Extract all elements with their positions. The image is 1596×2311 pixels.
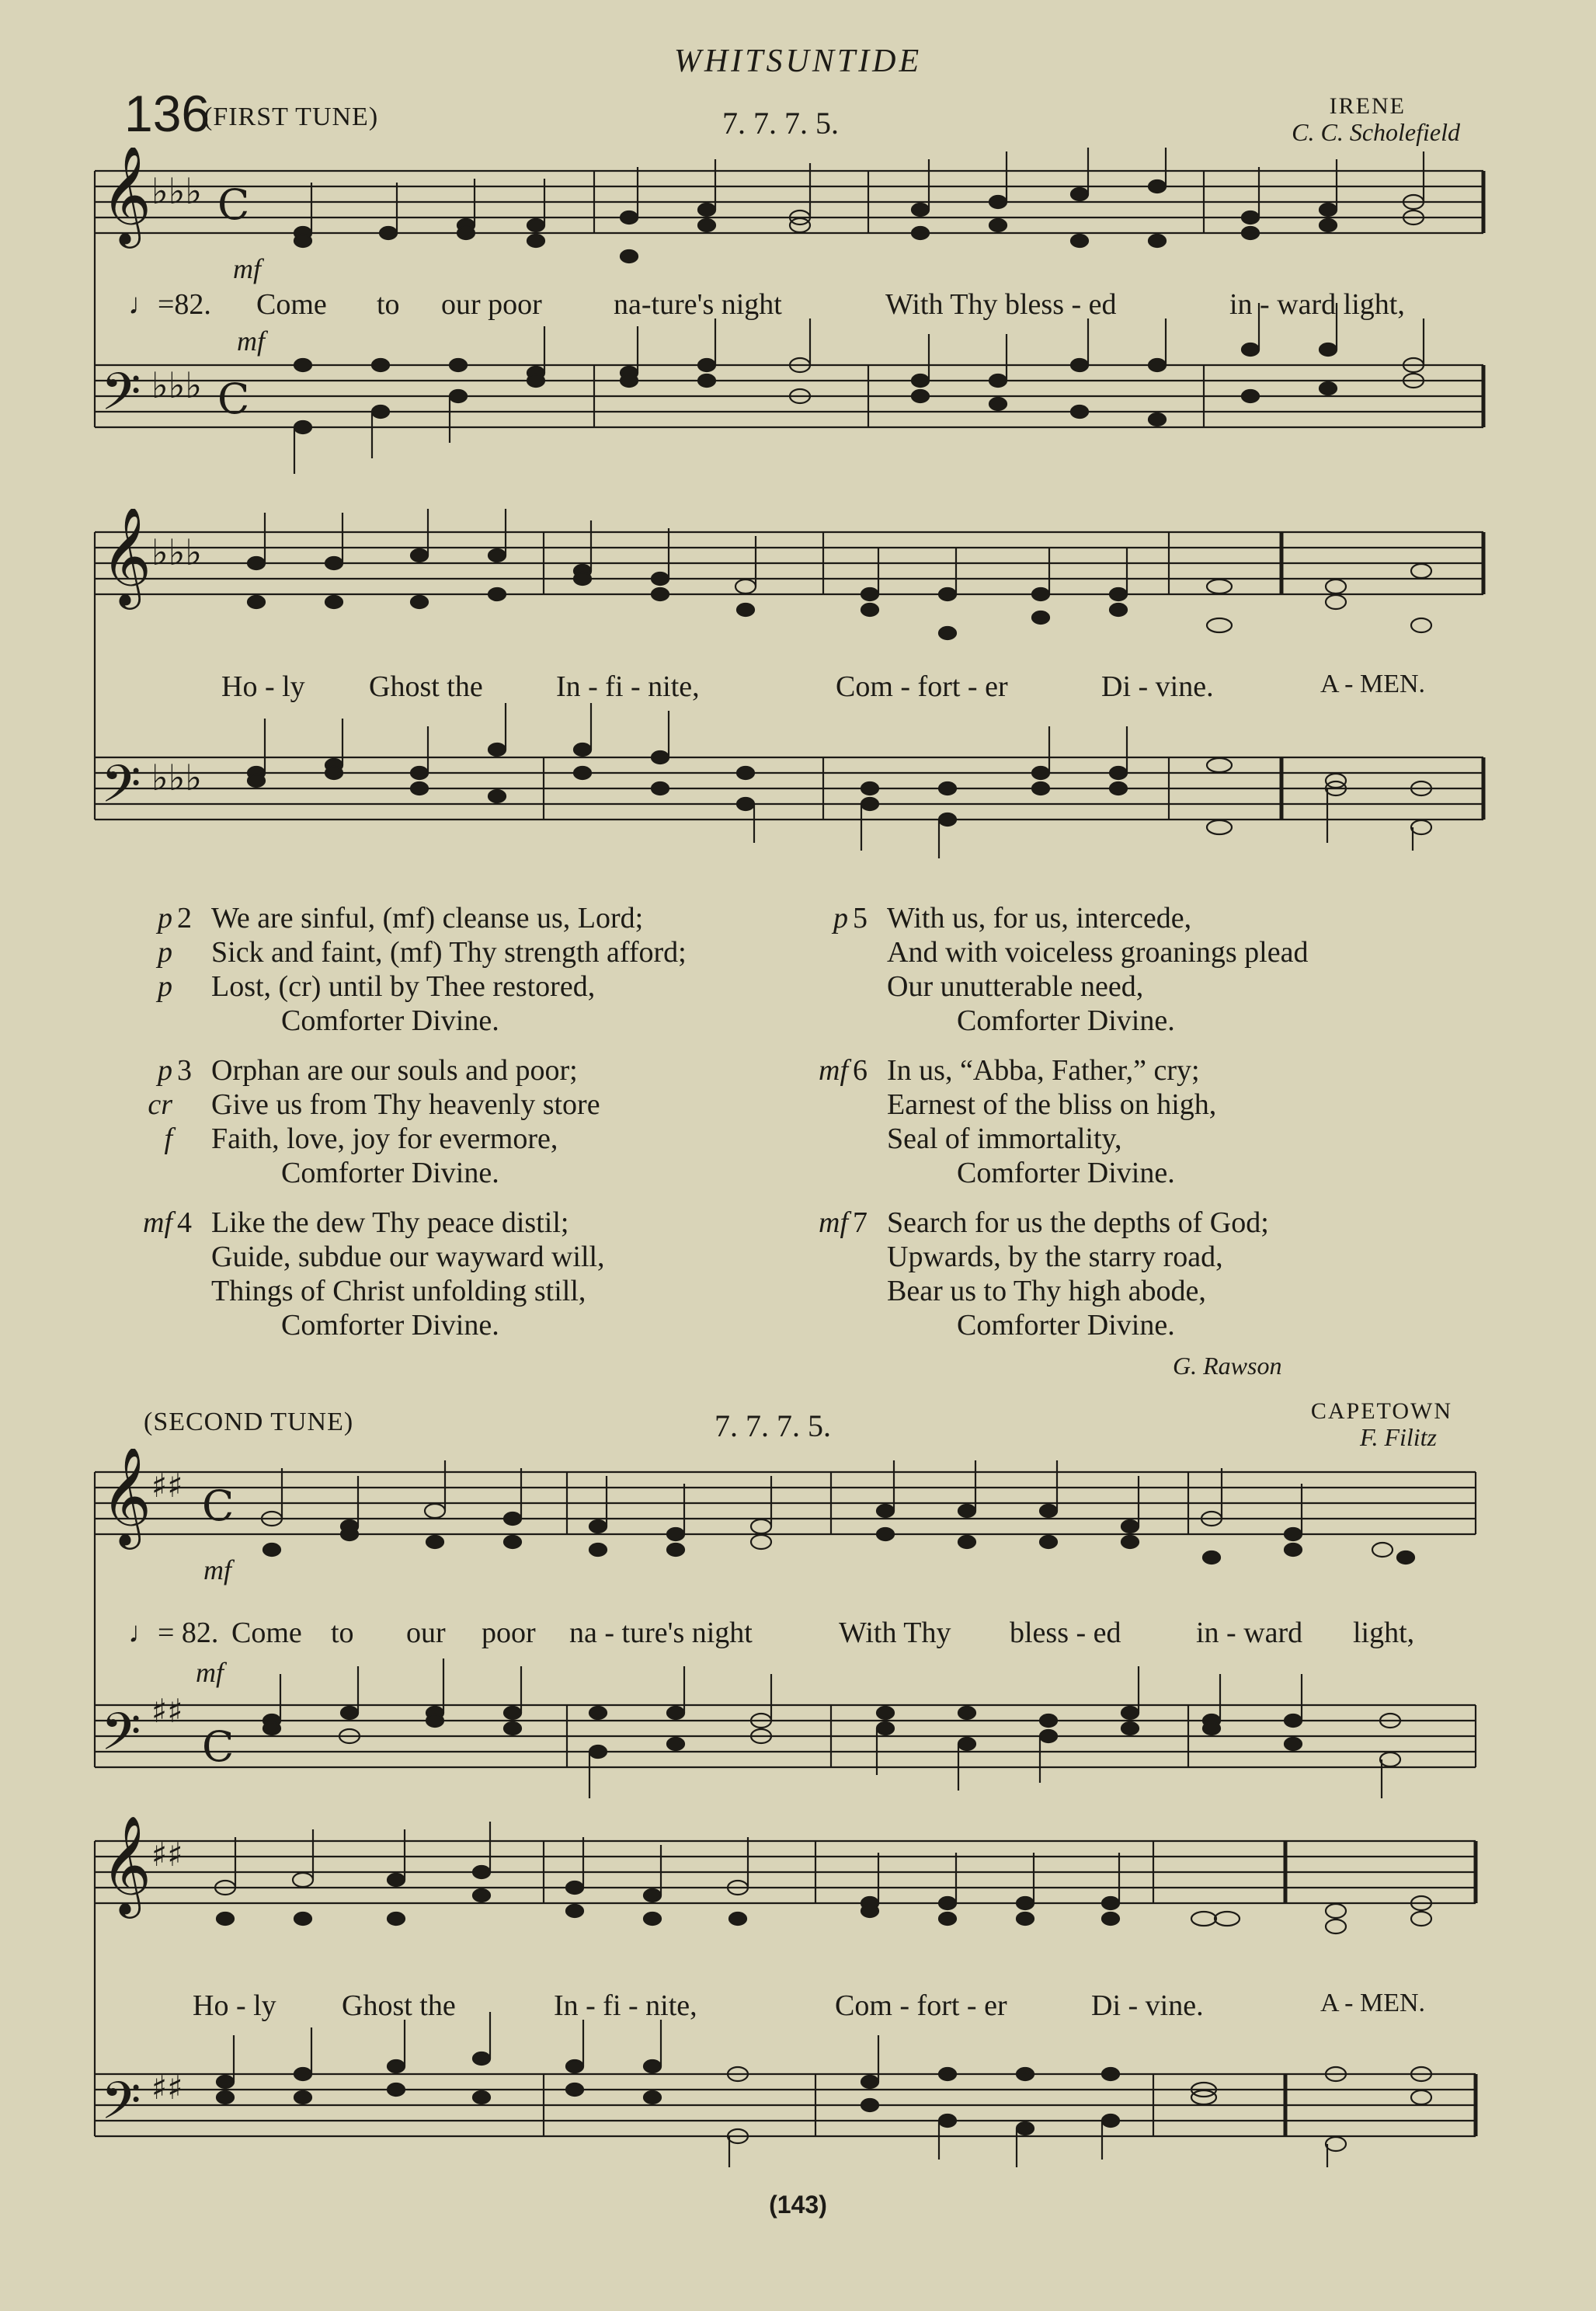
verse-number: 5 [853, 902, 868, 934]
second-tune-meter: 7. 7. 7. 5. [715, 1408, 831, 1443]
svg-text:♯♯: ♯♯ [151, 1692, 183, 1730]
first-tune-composer: C. C. Scholefield [1292, 118, 1460, 146]
verse-line: Give us from Thy heavenly store [211, 1088, 600, 1121]
svg-text:C: C [202, 1481, 235, 1530]
verse-number: 4 [177, 1206, 192, 1239]
verse-number: 7 [853, 1206, 868, 1239]
svg-text:C: C [202, 1722, 235, 1771]
verse-line: In us, “Abba, Father,” cry; [887, 1054, 1200, 1087]
verse-author: G. Rawson [1173, 1352, 1282, 1380]
verses-right-column [784, 901, 1308, 1342]
verse-line: Orphan are our souls and poor; [211, 1054, 578, 1087]
second-tune-system-2 [85, 1810, 1491, 2167]
verse-line: Sick and faint, (mf) Thy strength afford; [211, 936, 687, 969]
verse-dynamic: mf [819, 1054, 848, 1087]
first-tune-dynamic-treble: mf [233, 253, 261, 284]
second-tune-lyric-9: light, [1353, 1617, 1415, 1649]
second-tune-composer: F. Filitz [1360, 1423, 1437, 1451]
second-tune-lyric-13: Com - fort - er [835, 1989, 1007, 2022]
second-tune-tempo [128, 1616, 218, 1650]
verse-dynamic: mf [143, 1206, 172, 1239]
svg-text:♯♯: ♯♯ [151, 1836, 183, 1874]
verse-line: We are sinful, (mf) cleanse us, Lord; [211, 902, 644, 934]
first-tune-metronome: =82. [158, 288, 211, 321]
svg-text:𝄢: 𝄢 [101, 754, 141, 827]
first-tune-lyric-1: Come [256, 288, 327, 321]
svg-text:𝄢: 𝄢 [101, 2071, 141, 2143]
first-tune-name: IRENE [1329, 93, 1406, 119]
svg-text:♭♭♭: ♭♭♭ [151, 170, 203, 212]
second-tune-amen: A - MEN. [1320, 1989, 1426, 2017]
svg-text:𝄢: 𝄢 [101, 362, 141, 434]
verse-6 [784, 1053, 1308, 1190]
svg-text:♭♭♭: ♭♭♭ [151, 531, 203, 573]
first-tune-amen: A - MEN. [1320, 670, 1426, 698]
verse-line: With us, for us, intercede, [887, 902, 1192, 934]
second-tune-label: (SECOND TUNE) [144, 1408, 354, 1436]
first-tune-lyric-6: in - ward light, [1229, 288, 1405, 321]
first-tune-lyric-8: Ghost the [369, 670, 483, 703]
quarter-note-icon: ♩ [128, 288, 158, 321]
verse-number: 2 [177, 902, 192, 934]
first-tune-lyric-4: na-ture's night [614, 288, 782, 321]
svg-text:𝄞: 𝄞 [101, 1815, 152, 1914]
first-tune-lyric-5: With Thy bless - ed [885, 288, 1117, 321]
verse-line: Guide, subdue our wayward will, [211, 1241, 605, 1273]
verse-dynamic: p [158, 902, 172, 934]
svg-text:𝄞: 𝄞 [101, 148, 152, 244]
verse-line: Lost, (cr) until by Thee restored, [211, 970, 596, 1003]
second-tune-lyric-11: Ghost the [342, 1989, 456, 2022]
verse-line: Seal of immortality, [887, 1122, 1122, 1155]
verse-dynamic: mf [819, 1206, 848, 1239]
quarter-note-icon: ♩ [128, 1617, 158, 1649]
verse-line: Search for us the depths of God; [887, 1206, 1269, 1239]
first-tune-label: (FIRST TUNE) [203, 103, 379, 131]
second-tune-lyric-14: Di - vine. [1091, 1989, 1204, 2022]
verse-line: Our unutterable need, [887, 970, 1144, 1003]
svg-text:𝄢: 𝄢 [101, 1702, 141, 1774]
first-tune-lyric-11: Di - vine. [1101, 670, 1214, 703]
verse-dynamic: f [164, 1122, 172, 1155]
first-tune-lyric-10: Com - fort - er [836, 670, 1008, 703]
verse-line: Upwards, by the starry road, [887, 1241, 1223, 1273]
verse-line: Comforter Divine. [281, 1309, 499, 1342]
first-tune-lyric-7: Ho - ly [221, 670, 305, 703]
hymn-number: 136 [124, 85, 210, 142]
second-tune-lyric-3: our [406, 1617, 446, 1649]
svg-text:♭♭♭: ♭♭♭ [151, 364, 203, 406]
first-tune-dynamic-bass: mf [237, 325, 265, 357]
second-tune-lyric-1: Come [231, 1617, 302, 1649]
first-tune-tempo [128, 287, 211, 322]
second-tune-lyric-2: to [331, 1617, 354, 1649]
verse-line: Comforter Divine. [957, 1004, 1175, 1037]
page-number: (143) [769, 2191, 827, 2219]
first-tune-meter: 7. 7. 7. 5. [722, 106, 839, 141]
second-tune-metronome: = 82. [158, 1617, 219, 1649]
verse-line: Like the dew Thy peace distil; [211, 1206, 569, 1239]
second-tune-dynamic-bass: mf [196, 1657, 224, 1688]
svg-text:♭♭♭: ♭♭♭ [151, 757, 203, 799]
verse-2 [109, 901, 687, 1038]
first-tune-lyric-2: to [377, 288, 400, 321]
verse-dynamic: p [158, 1054, 172, 1087]
svg-text:𝄞: 𝄞 [101, 1449, 152, 1545]
verse-line: Things of Christ unfolding still, [211, 1275, 586, 1307]
verse-dynamic: p [833, 902, 848, 934]
second-tune-name: CAPETOWN [1310, 1398, 1452, 1424]
second-tune-dynamic-treble: mf [203, 1554, 231, 1585]
second-tune-score-2 [85, 1810, 1491, 2167]
verse-line: Faith, love, joy for evermore, [211, 1122, 558, 1155]
first-tune-lyric-3: our poor [441, 288, 542, 321]
second-tune-lyric-12: In - fi - nite, [554, 1989, 697, 2022]
second-tune-lyric-5: na - ture's night [569, 1617, 753, 1649]
svg-text:C: C [217, 180, 250, 229]
verse-number: 3 [177, 1054, 192, 1087]
verse-line: Comforter Divine. [957, 1157, 1175, 1189]
verse-4 [109, 1206, 687, 1342]
svg-text:C: C [217, 374, 250, 423]
section-title: WHITSUNTIDE [673, 44, 923, 79]
second-tune-lyric-8: in - ward [1196, 1617, 1303, 1649]
verse-line: Comforter Divine. [281, 1004, 499, 1037]
svg-text:♯♯: ♯♯ [151, 1467, 183, 1505]
verse-line: Comforter Divine. [957, 1309, 1175, 1342]
verse-3 [109, 1053, 687, 1190]
second-tune-lyric-7: bless - ed [1010, 1617, 1121, 1649]
first-tune-lyric-9: In - fi - nite, [556, 670, 700, 703]
verse-dynamic: p [158, 970, 172, 1003]
verse-dynamic: p [158, 936, 172, 969]
verse-line: Bear us to Thy high abode, [887, 1275, 1206, 1307]
verse-dynamic: cr [148, 1088, 172, 1121]
verse-5 [784, 901, 1308, 1038]
svg-text:♯♯: ♯♯ [151, 2069, 183, 2107]
second-tune-lyric-4: poor [482, 1617, 536, 1649]
verse-line: And with voiceless groanings plead [887, 936, 1309, 969]
svg-text:𝄞: 𝄞 [101, 509, 152, 605]
second-tune-lyric-6: With Thy [839, 1617, 951, 1649]
second-tune-lyric-10: Ho - ly [193, 1989, 276, 2022]
verse-line: Comforter Divine. [281, 1157, 499, 1189]
verses-left-column [109, 901, 687, 1342]
verse-number: 6 [853, 1054, 868, 1087]
verse-line: Earnest of the bliss on high, [887, 1088, 1217, 1121]
verse-7 [784, 1206, 1308, 1342]
